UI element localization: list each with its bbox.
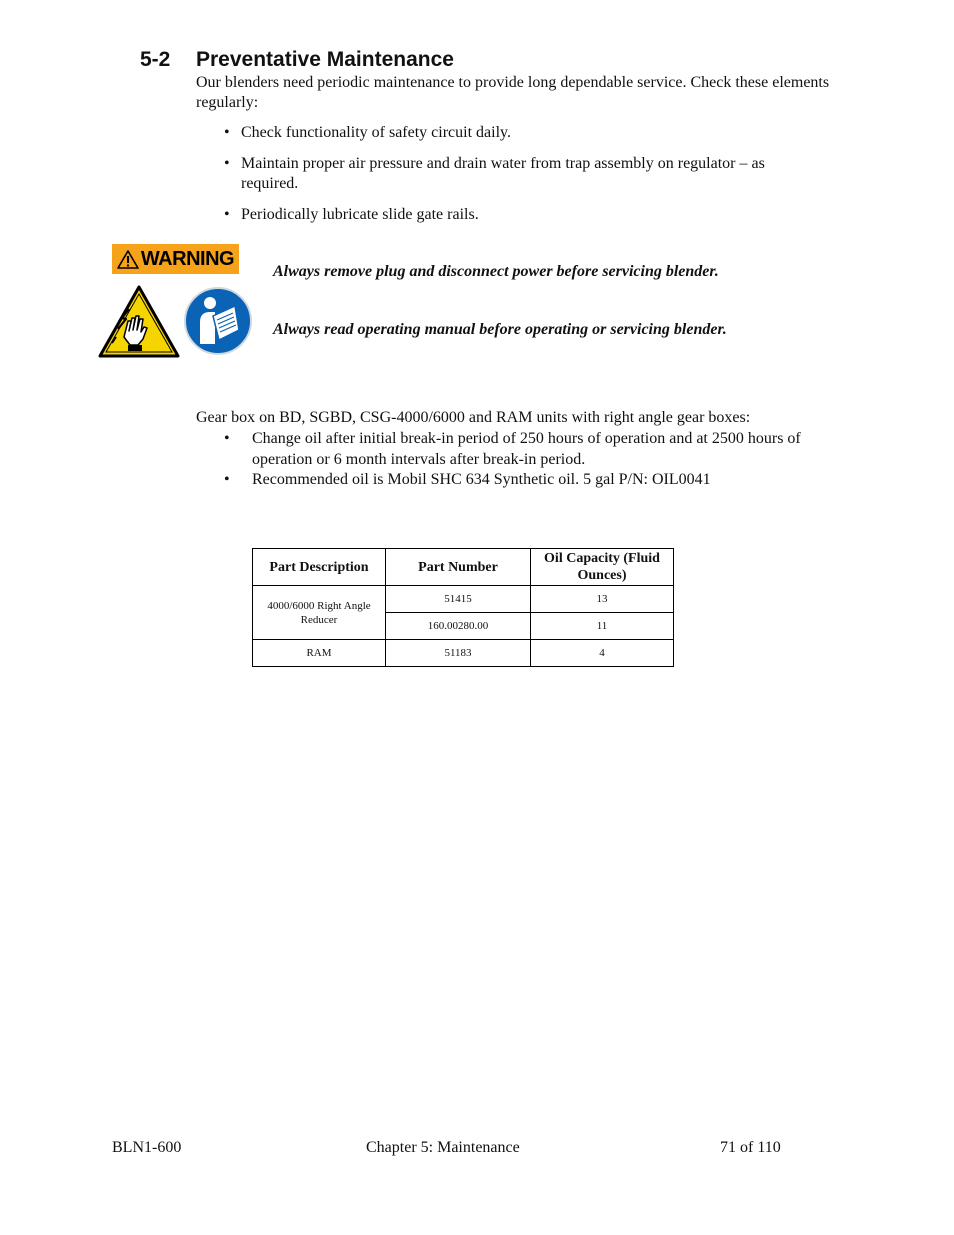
- section-heading: [140, 48, 454, 72]
- gearbox-intro: Gear box on BD, SGBD, CSG-4000/6000 and RAM units with right angle gear boxes:: [196, 409, 751, 426]
- gearbox-item: • Change oil after initial break-in period of 250 hours of operation and at 2500 hours of operation or 6 month intervals after break-in period.: [224, 429, 846, 470]
- warning-badge: [112, 244, 239, 274]
- cell-part-number: 160.00280.00: [386, 613, 531, 640]
- table-row: [253, 640, 674, 667]
- table-row: [253, 586, 674, 613]
- warning-triangle-icon: [117, 250, 139, 269]
- header-oil-capacity: Oil Capacity (Fluid Ounces): [531, 549, 674, 586]
- section-number: 5-2: [140, 48, 171, 71]
- intro-paragraph: Our blenders need periodic maintenance to provide long dependable service. Check these elements regularly:: [196, 74, 830, 111]
- footer-chapter: Chapter 5: Maintenance: [366, 1139, 520, 1156]
- footer-page-number: 71 of 110: [720, 1139, 781, 1156]
- electric-shock-hazard-icon: [98, 285, 180, 358]
- read-manual-icon: [183, 286, 253, 356]
- warning-badge-label: WARNING: [140, 247, 235, 270]
- cell-description: RAM: [253, 640, 386, 667]
- checklist-item: • Check functionality of safety circuit daily.: [224, 123, 824, 143]
- section-title: Preventative Maintenance: [196, 48, 454, 71]
- cell-capacity: 11: [531, 613, 674, 640]
- cell-capacity: 13: [531, 586, 674, 613]
- gearbox-list: [224, 429, 846, 491]
- warning-read-manual: Always read operating manual before operating or servicing blender.: [273, 321, 727, 338]
- cell-capacity: 4: [531, 640, 674, 667]
- oil-capacity-table: [252, 548, 674, 667]
- checklist-item: • Periodically lubricate slide gate rails.: [224, 205, 824, 225]
- gearbox-item: • Recommended oil is Mobil SHC 634 Synthetic oil. 5 gal P/N: OIL0041: [224, 470, 846, 491]
- cell-part-number: 51183: [386, 640, 531, 667]
- header-part-number: Part Number: [386, 549, 531, 586]
- checklist-item: • Maintain proper air pressure and drain water from trap assembly on regulator – as required.: [224, 154, 824, 194]
- header-part-description: Part Description: [253, 549, 386, 586]
- maintenance-checklist: [224, 123, 824, 236]
- cell-part-number: 51415: [386, 586, 531, 613]
- cell-description: 4000/6000 Right Angle Reducer: [253, 586, 386, 640]
- footer-doc-id: BLN1-600: [112, 1139, 182, 1156]
- warning-disconnect-power: Always remove plug and disconnect power before servicing blender.: [273, 263, 719, 280]
- table-header-row: [253, 549, 674, 586]
